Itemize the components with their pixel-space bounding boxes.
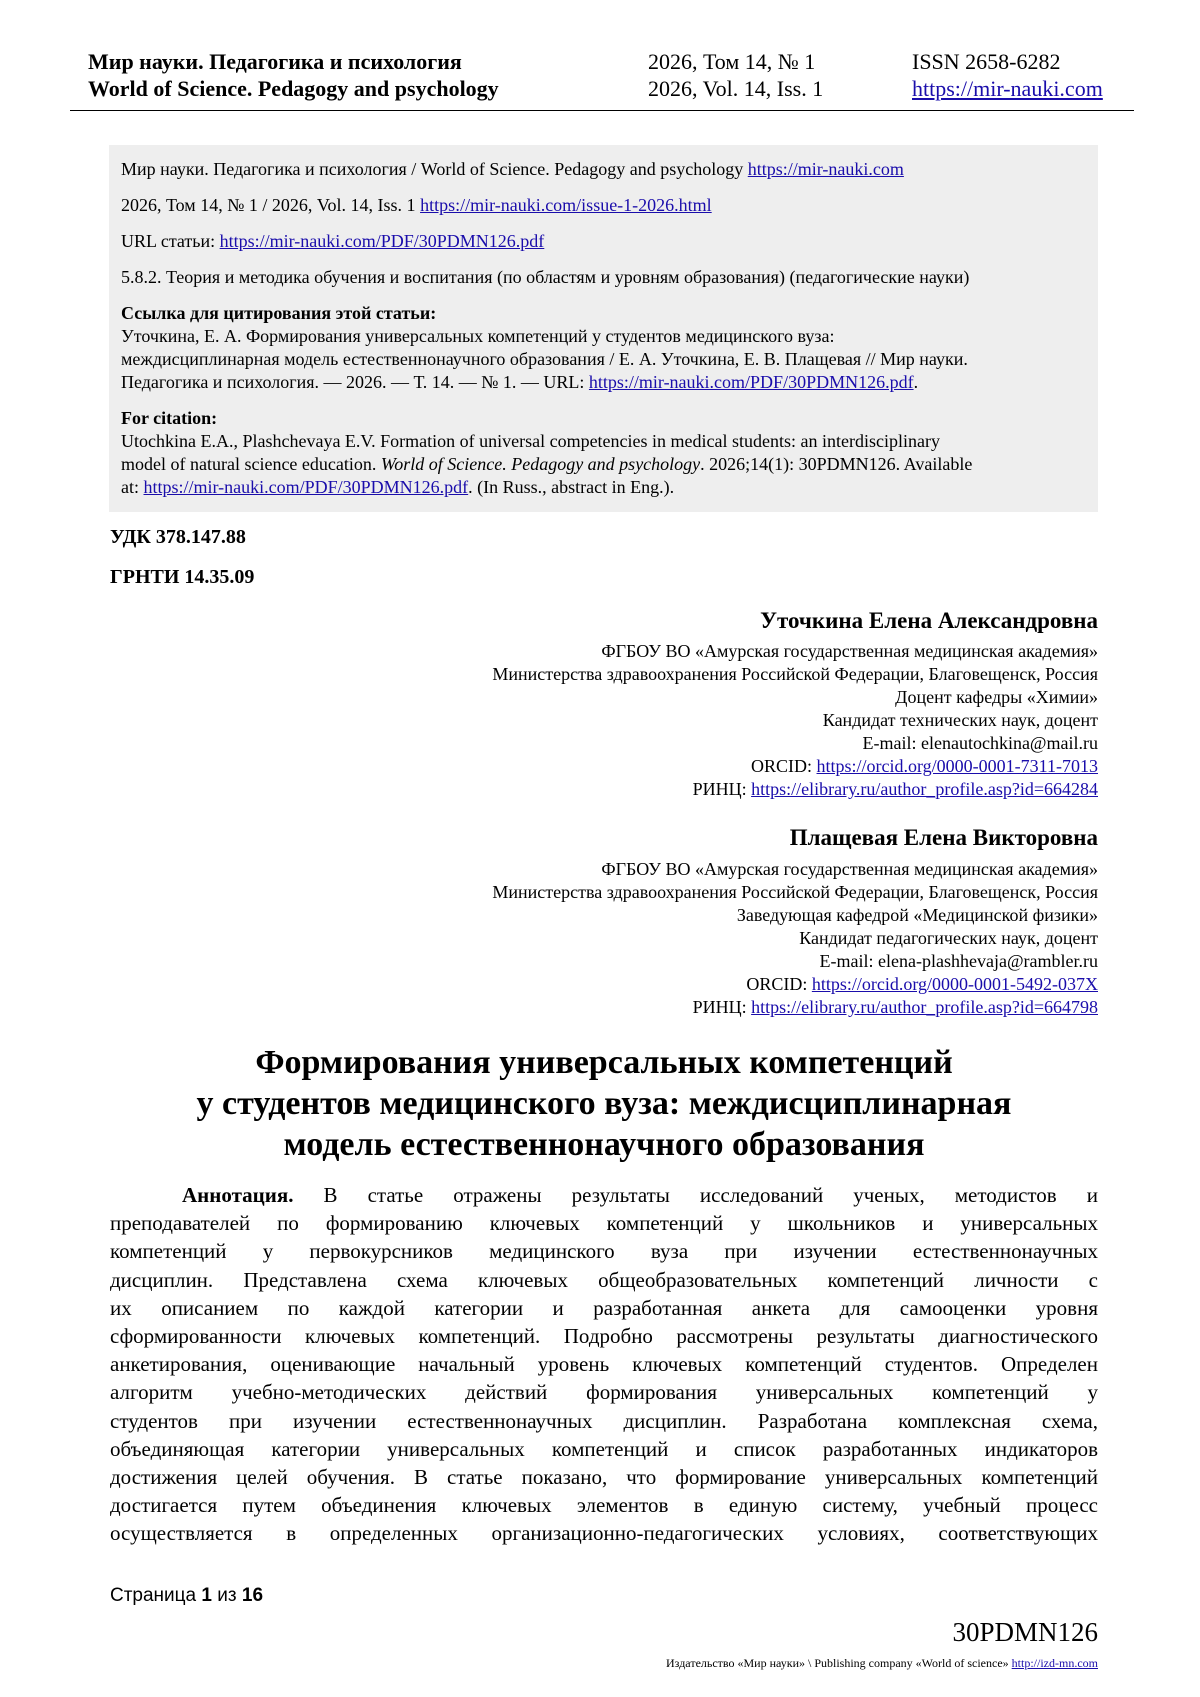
cite-ru-line2: междисциплинарная модель естественнонаучного образования / Е. А. Уточкина, Е. В. Плащевая // Мир науки. [121,349,968,369]
infobox-article-link[interactable]: https://mir-nauki.com/PDF/30PDMN126.pdf [219,231,545,251]
author2-email: E-mail: elena-plashhevaja@rambler.ru [819,951,1098,971]
cite-en-line2 [121,453,972,476]
journal-name-en: World of Science. Pedagogy and psychology [88,76,499,101]
page-current: 1 [201,1585,212,1606]
author1-orcid [751,755,1098,778]
publisher-link[interactable]: http://izd-mn.com [1011,1656,1098,1670]
cite-ru-link[interactable]: https://mir-nauki.com/PDF/30PDMN126.pdf [588,372,914,392]
author2-affiliation2: Министерства здравоохранения Российской Федерации, Благовещенск, Россия [492,882,1098,902]
author2-rinc-link[interactable]: https://elibrary.ru/author_profile.asp?id=664798 [751,997,1098,1017]
infobox-issue-text: 2026, Том 14, № 1 / 2026, Vol. 14, Iss. 1 [121,195,421,215]
abstract-line: студентов при изучении естественнонаучных дисциплин. Разработана комплексная схема, [110,1408,1098,1433]
infobox-issue-line [121,194,712,217]
page-total: 16 [241,1585,264,1606]
cite-en-line2-text: model of natural science education. [121,454,381,474]
author2-orcid [746,973,1098,996]
abstract-line: объединяющая категории универсальных компетенций и список разработанных индикаторов [110,1436,1098,1461]
abstract-line: достижения целей обучения. В статье показано, что формирование универсальных компетенций [110,1464,1098,1489]
abstract-line-text: В статье отражены результаты исследований ученых, методистов и [293,1183,1098,1207]
author1-position: Доцент кафедры «Химии» [895,687,1098,707]
abstract-line [110,1181,1098,1209]
author1-degree: Кандидат технических наук, доцент [822,710,1098,730]
citation-infobox [109,145,1098,512]
author1-orcid-label: ORCID: [751,756,817,776]
author2-orcid-link[interactable]: https://orcid.org/0000-0001-5492-037X [811,974,1098,994]
abstract [110,1181,1098,1547]
cite-en-heading: For citation: [121,408,218,428]
author1-rinc-label: РИНЦ: [692,779,752,799]
cite-en-link[interactable]: https://mir-nauki.com/PDF/30PDMN126.pdf [143,477,469,497]
abstract-line: их описанием по каждой категории и разработанная анкета для самооценки уровня [110,1295,1098,1320]
abstract-line: сформированности ключевых компетенций. Подробно рассмотрены результаты диагностического [110,1323,1098,1348]
infobox-url-line [121,230,544,253]
abstract-line: анкетирования, оценивающие начальный уровень ключевых компетенций студентов. Определен [110,1352,1098,1377]
cite-ru-line3-end: . [913,372,919,392]
cite-ru-heading: Ссылка для цитирования этой статьи: [121,303,437,323]
infobox-journal-text: Мир науки. Педагогика и психология / World of Science. Pedagogy and psychology [121,159,748,179]
grnti-code: ГРНТИ 14.35.09 [110,566,255,588]
abstract-line: компетенций у первокурсников медицинского вуза при изучении естественнонаучных [110,1239,1098,1264]
cite-ru-line1: Уточкина, Е. А. Формирования универсальных компетенций у студентов медицинского вуза: [121,326,835,346]
author2-orcid-label: ORCID: [746,974,812,994]
author1-name: Уточкина Елена Александровна [760,608,1098,633]
infobox-specialty: 5.8.2. Теория и методика обучения и воспитания (по областям и уровням образования) (педагогические науки) [121,267,970,287]
cite-en-journal-italic: World of Science. Pedagogy and psychology [380,454,701,474]
abstract-label: Аннотация. [182,1183,294,1207]
author1-affiliation2: Министерства здравоохранения Российской Федерации, Благовещенск, Россия [492,664,1098,684]
cite-en-line1: Utochkina E.A., Plashchevaya E.V. Formation of universal competencies in medical students: an interdisciplinary [121,431,940,451]
author1-affiliation1: ФГБОУ ВО «Амурская государственная медицинская академия» [601,641,1098,661]
cite-ru-line3-text: Педагогика и психология. — 2026. — Т. 14. — № 1. — URL: [121,372,589,392]
page-prefix: Страница [110,1585,202,1606]
author1-rinc [693,778,1098,801]
author1-email: E-mail: elenautochkina@mail.ru [862,733,1098,753]
cite-en-line3-end: . (In Russ., abstract in Eng.). [468,477,675,497]
journal-name-ru: Мир науки. Педагогика и психология [88,49,462,74]
cite-en-line3 [121,476,674,499]
title-line1: Формирования универсальных компетенций [255,1044,953,1081]
abstract-line: достигается путем объединения ключевых элементов в единую систему, учебный процесс [110,1493,1098,1518]
abstract-line: алгоритм учебно-методических действий формирования универсальных компетенций у [110,1380,1098,1405]
author2-rinc [693,996,1098,1019]
journal-site-link[interactable]: https://mir-nauki.com [912,76,1103,101]
infobox-issue-link[interactable]: https://mir-nauki.com/issue-1-2026.html [420,195,712,215]
author2-affiliation1: ФГБОУ ВО «Амурская государственная медицинская академия» [601,859,1098,879]
infobox-journal-line [121,158,904,181]
author1-rinc-link[interactable]: https://elibrary.ru/author_profile.asp?id=664284 [751,779,1098,799]
author2-name: Плащевая Елена Викторовна [789,825,1098,850]
article-title [110,1042,1098,1165]
page-number [110,1585,263,1607]
author2-position: Заведующая кафедрой «Медицинской физики» [736,905,1098,925]
infobox-url-label: URL статьи: [121,231,220,251]
publisher-text: Издательство «Мир науки» \ Publishing company «World of science» [666,1656,1012,1670]
issn: ISSN 2658-6282 [912,49,1061,74]
udk-code: УДК 378.147.88 [110,526,246,548]
author1-orcid-link[interactable]: https://orcid.org/0000-0001-7311-7013 [816,756,1098,776]
publisher-line [666,1656,1098,1671]
issue-ru: 2026, Том 14, № 1 [648,49,816,74]
title-line2: у студентов медицинского вуза: междисциплинарная [196,1085,1012,1122]
author2-degree: Кандидат педагогических наук, доцент [799,928,1098,948]
author2-rinc-label: РИНЦ: [692,997,752,1017]
abstract-line: осуществляется в определенных организационно-педагогических условиях, соответствующих [110,1521,1098,1546]
abstract-line: преподавателей по формированию ключевых компетенций у школьников и универсальных [110,1211,1098,1236]
title-line3: модель естественнонаучного образования [283,1126,925,1163]
page-mid: из [211,1585,242,1606]
infobox-journal-link[interactable]: https://mir-nauki.com [747,159,904,179]
cite-en-line3-text: at: [121,477,144,497]
header-divider [70,110,1134,111]
article-code: 30PDMN126 [952,1617,1098,1647]
abstract-line: дисциплин. Представлена схема ключевых общеобразовательных компетенций личности с [110,1267,1098,1292]
cite-en-line2-end: . 2026;14(1): 30PDMN126. Available [700,454,973,474]
issue-en: 2026, Vol. 14, Iss. 1 [648,76,824,101]
cite-ru-line3 [121,371,918,394]
